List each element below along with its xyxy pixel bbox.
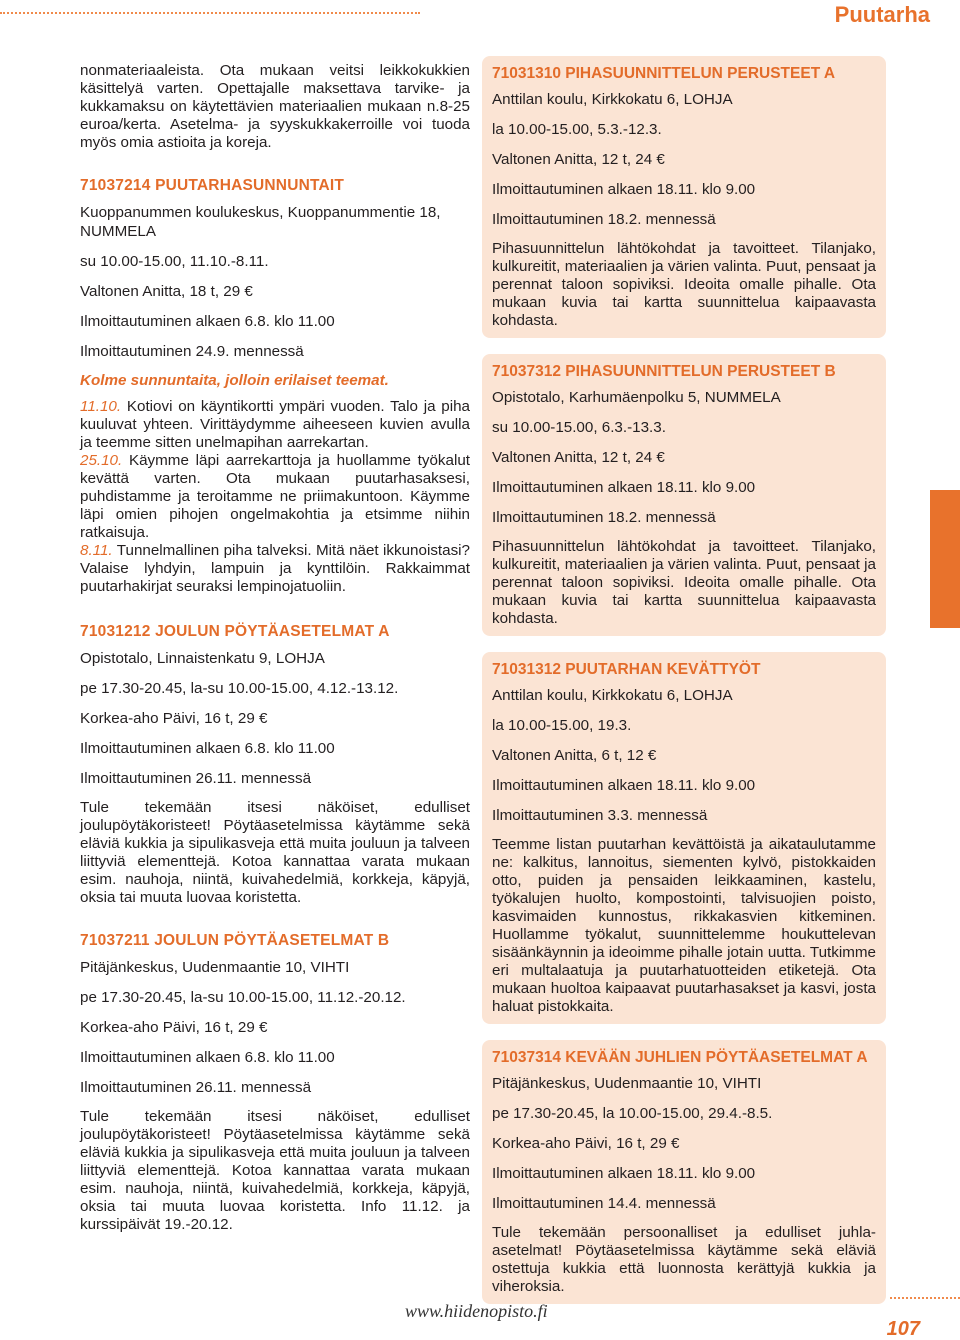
session-description: [80, 542, 470, 596]
signup-start: Ilmoittautuminen alkaen 18.11. klo 9.00: [492, 181, 756, 198]
course-description: Tule tekemään itsesi näköiset, edulliset joulupöytäkoristeet! Pöytäasetelmissa käytämme sekä eläviä kukkia ja sipulikasveja että muita jouluun ja talveen liittyviä elementtejä. Kotoa kannattaa varata mukaan esim. nauhoja, niintä, kuivahedelmiä, korkkeja, käpyjä, oksia tai muuta luovaa koristetta. Info 11.12. ja kurssipäivät 19.-20.12.: [80, 1108, 470, 1233]
course-listing: [80, 931, 470, 1234]
course-title: 71037312 PIHASUUNNITTELUN PERUSTEET B: [492, 363, 836, 380]
course-location: Opistotalo, Linnaistenkatu 9, LOHJA: [80, 650, 325, 667]
page-number: 107: [886, 1318, 920, 1340]
course-time: pe 17.30-20.45, la-su 10.00-15.00, 11.12.-20.12.: [80, 989, 406, 1006]
course-location: Anttilan koulu, Kirkkokatu 6, LOHJA: [492, 91, 733, 108]
intro-paragraph: nonmateriaaleista. Ota mukaan veitsi leikkokukkien käsittelyä varten. Opettajalle maksettava tarvike- ja kukkamaksu on käytettävien materiaalien mukaan n.8-25 euroa/kerta. Asetelma- ja syyskukkakerroille voi tuoda myös omia astioita ja koreja.: [80, 62, 470, 151]
course-time: pe 17.30-20.45, la-su 10.00-15.00, 4.12.-13.12.: [80, 680, 399, 697]
signup-start: Ilmoittautuminen alkaen 6.8. klo 11.00: [80, 1049, 335, 1066]
course-location: Kuoppanummen koulukeskus, Kuoppanummentie 18, NUMMELA: [80, 204, 441, 240]
signup-deadline: Ilmoittautuminen 26.11. mennessä: [80, 1079, 312, 1096]
course-teacher: Valtonen Anitta, 12 t, 24 €: [492, 449, 665, 466]
course-description: Pihasuunnittelun lähtökohdat ja tavoitteet. Tilanjako, kulkureitit, materiaalien ja värien valinta. Puut, pensaat ja perennat taloon sopiviksi. Ideoita omalle pihalle. Ota mukaan kuvia tai kartta suunnittelua kaipaavasta kohdasta.: [492, 538, 876, 627]
course-time: su 10.00-15.00, 11.10.-8.11.: [80, 253, 269, 270]
course-description: Pihasuunnittelun lähtökohdat ja tavoitteet. Tilanjako, kulkureitit, materiaalien ja värien valinta. Puut, pensaat ja perennat taloon sopiviksi. Ideoita omalle pihalle. Ota mukaan kuvia tai kartta suunnittelua kaipaavasta kohdasta.: [492, 240, 876, 329]
signup-deadline: Ilmoittautuminen 3.3. mennessä: [492, 807, 708, 824]
course-box: [482, 652, 886, 1024]
course-time: su 10.00-15.00, 6.3.-13.3.: [492, 419, 666, 436]
footer-url: www.hiidenopisto.fi: [405, 1301, 548, 1321]
course-title: 71037314 KEVÄÄN JUHLIEN PÖYTÄASETELMAT A: [492, 1049, 868, 1066]
session-date: 8.11.: [80, 542, 113, 559]
course-location: Pitäjänkeskus, Uudenmaantie 10, VIHTI: [80, 959, 350, 976]
course-title: 71031310 PIHASUUNNITTELUN PERUSTEET A: [492, 65, 836, 82]
signup-deadline: Ilmoittautuminen 24.9. mennessä: [80, 343, 304, 360]
right-column: [482, 56, 886, 1320]
course-time: pe 17.30-20.45, la 10.00-15.00, 29.4.-8.5.: [492, 1105, 773, 1122]
footer-dotted-rule: [890, 1297, 960, 1299]
course-teacher: Korkea-aho Päivi, 16 t, 29 €: [80, 1019, 268, 1036]
course-title: 71037211 JOULUN PÖYTÄASETELMAT B: [80, 932, 390, 949]
section-side-tab: [930, 490, 960, 628]
section-title: Puutarha: [834, 2, 930, 27]
signup-start: Ilmoittautuminen alkaen 6.8. klo 11.00: [80, 740, 335, 757]
course-description: Tule tekemään itsesi näköiset, edulliset joulupöytäkoristeet! Pöytäasetelmissa käytämme sekä eläviä kukkia ja sipulikasveja että muita jouluun ja talveen liittyviä elementtejä. Kotoa kannattaa varata mukaan esim. nauhoja, niintä, kuivahedelmiä, korkkeja, käpyjä, oksia tai muuta luovaa koristetta.: [80, 799, 470, 906]
signup-start: Ilmoittautuminen alkaen 6.8. klo 11.00: [80, 313, 335, 330]
header-dotted-rule: [0, 12, 420, 14]
course-title: 71031212 JOULUN PÖYTÄASETELMAT A: [80, 623, 390, 640]
session-text: Tunnelmallinen piha talveksi. Mitä näet ikkunoistasi? Valaise lyhdyin, lampuin ja kynttilöin. Rakkaimmat puutarhakirjat seuraksi lempinojatuoliin.: [80, 542, 470, 595]
course-listing: [80, 176, 470, 596]
course-location: Anttilan koulu, Kirkkokatu 6, LOHJA: [492, 687, 733, 704]
course-teacher: Valtonen Anitta, 12 t, 24 €: [492, 151, 665, 168]
course-location: Pitäjänkeskus, Uudenmaantie 10, VIHTI: [492, 1075, 762, 1092]
course-teacher: Korkea-aho Päivi, 16 t, 29 €: [80, 710, 268, 727]
course-subtitle: Kolme sunnuntaita, jolloin erilaiset teemat.: [80, 372, 389, 389]
session-text: Kotiovi on käyntikortti ympäri vuoden. Talo ja piha kuuluvat yhteen. Virittäydymme aiheeseen kuvien avulla ja teemme sitten unelmapihan aarrekartan.: [80, 398, 470, 451]
course-teacher: Korkea-aho Päivi, 16 t, 29 €: [492, 1135, 680, 1152]
course-title: 71031312 PUUTARHAN KEVÄTTYÖT: [492, 661, 761, 678]
course-box: [482, 1040, 886, 1304]
course-box: [482, 354, 886, 636]
course-description: Tule tekemään persoonalliset ja edulliset juhla-asetelmat! Pöytäasetelmissa käytämme sekä eläviä ostettuja kukkia että luonnosta kerättyjä kukkia ja viheroksia.: [492, 1224, 876, 1295]
course-time: la 10.00-15.00, 5.3.-12.3.: [492, 121, 662, 138]
course-time: la 10.00-15.00, 19.3.: [492, 717, 632, 734]
signup-deadline: Ilmoittautuminen 26.11. mennessä: [80, 770, 312, 787]
course-description: Teemme listan puutarhan kevättöistä ja aikataulutamme ne: kalkitus, lannoitus, siementen kylvö, pistokkaiden otto, puiden ja pensaiden leikkaaminen, kastelu, työkalujen huolto, kompostointi, talvisuojien poisto, kasvimaiden kunnostus, rikkakasvien kitkeminen. Huollamme työkalut, suunnittelemme houkuttelevan sisäänkäynnin ja ideoimme pihalle jotain uutta. Tutkimme eri multalaatuja ja puutarhatuotteiden etiketejä. Ota mukaan huoltoa kaipaavat puutarhasakset ja kasvi, josta haluat pistokkaita.: [492, 836, 876, 1015]
signup-deadline: Ilmoittautuminen 18.2. mennessä: [492, 211, 716, 228]
course-location: Opistotalo, Karhumäenpolku 5, NUMMELA: [492, 389, 781, 406]
session-description: [80, 452, 470, 542]
left-column: [80, 62, 470, 1234]
session-text: Käymme läpi aarrekarttoja ja huollamme työkalut kevättä varten. Ota mukaan puutarhasaksesi, puhdistamme ja teroitamme ne priimakuntoon. Käymme läpi omien pihojen ongelmakohtia ja etsimme niihin ratkaisuja.: [80, 452, 470, 541]
signup-start: Ilmoittautuminen alkaen 18.11. klo 9.00: [492, 1165, 756, 1182]
signup-deadline: Ilmoittautuminen 14.4. mennessä: [492, 1195, 716, 1212]
course-teacher: Valtonen Anitta, 6 t, 12 €: [492, 747, 657, 764]
course-box: [482, 56, 886, 338]
signup-deadline: Ilmoittautuminen 18.2. mennessä: [492, 509, 716, 526]
course-title: 71037214 PUUTARHASUNNUNTAIT: [80, 177, 345, 194]
signup-start: Ilmoittautuminen alkaen 18.11. klo 9.00: [492, 777, 756, 794]
session-date: 25.10.: [80, 452, 123, 469]
signup-start: Ilmoittautuminen alkaen 18.11. klo 9.00: [492, 479, 756, 496]
session-date: 11.10.: [80, 398, 122, 415]
course-teacher: Valtonen Anitta, 18 t, 29 €: [80, 283, 253, 300]
session-description: [80, 398, 470, 452]
course-listing: [80, 622, 470, 907]
